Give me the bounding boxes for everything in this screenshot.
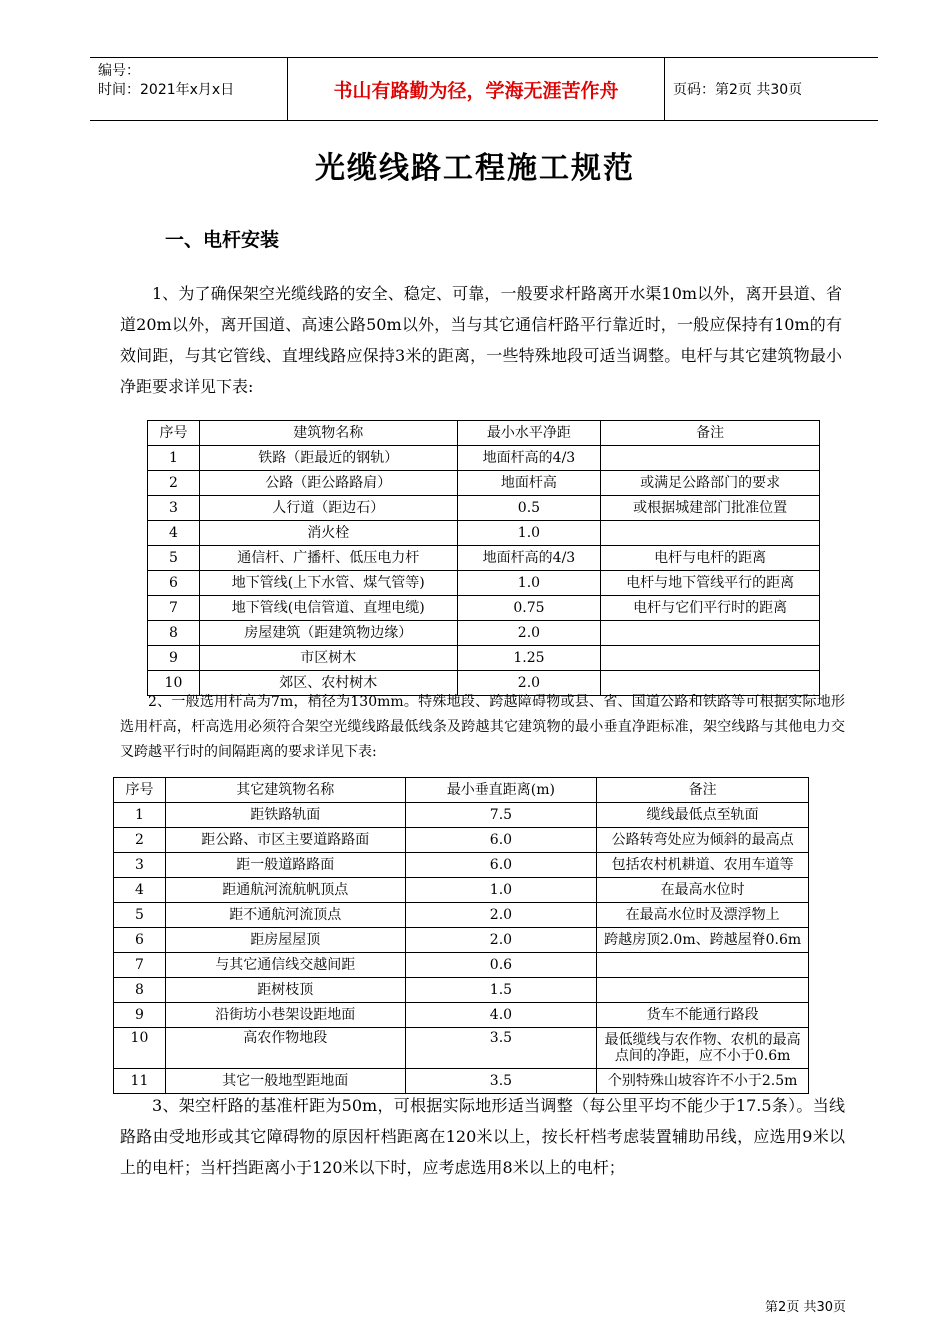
table-cell: 6	[148, 571, 200, 596]
table-cell: 2.0	[405, 928, 597, 953]
paragraph-1: 1、为了确保架空光缆线路的安全、稳定、可靠，一般要求杆路离开水渠10m以外，离开县道、省道20m以外，离开国道、高速公路50m以外，当与其它通信杆路平行靠近时，一般应保持有10m的有效间距，与其它管线、直埋线路应保持3米的距离，一些特殊地段可适当调整。电杆与其它建筑物最小净距要求详见下表:	[120, 284, 842, 396]
table-cell: 11	[114, 1069, 166, 1094]
table-cell: 房屋建筑（距建筑物边缘）	[199, 621, 457, 646]
table-cell: 3	[114, 853, 166, 878]
document-title: 光缆线路工程施工规范	[315, 151, 635, 186]
table-cell: 1.0	[457, 571, 601, 596]
table-cell: 7.5	[405, 803, 597, 828]
table-row	[114, 828, 809, 853]
table-cell: 与其它通信线交越间距	[165, 953, 405, 978]
table-cell: 5	[114, 903, 166, 928]
table-row	[114, 978, 809, 1003]
column-header: 最小水平净距	[457, 421, 601, 446]
table-cell: 距通航河流航帆顶点	[165, 878, 405, 903]
paragraph-2: 2、一般选用杆高为7m，梢径为130mm。特殊地段、跨越障碍物或县、省、国道公路和铁路等可根据实际地形选用杆高，杆高选用必须符合架空光缆线路最低线条及跨越其它建筑物的最小垂直净距标准，架空线路与其他电力交叉跨越平行时的间隔距离的要求详见下表:	[120, 694, 845, 760]
column-header: 序号	[148, 421, 200, 446]
table-cell: 距不通航河流顶点	[165, 903, 405, 928]
table-cell: 4.0	[405, 1003, 597, 1028]
table-row	[114, 803, 809, 828]
table-cell: 距铁路轨面	[165, 803, 405, 828]
table-cell: 4	[114, 878, 166, 903]
table-cell: 10	[114, 1028, 166, 1069]
table-cell: 7	[114, 953, 166, 978]
table-row	[114, 953, 809, 978]
table-cell: 或根据城建部门批准位置	[601, 496, 820, 521]
table-cell: 0.6	[405, 953, 597, 978]
table-cell: 1.0	[405, 878, 597, 903]
table-cell: 沿街坊小巷架设距地面	[165, 1003, 405, 1028]
table-cell: 3	[148, 496, 200, 521]
table-row	[114, 928, 809, 953]
table-cell: 在最高水位时	[597, 878, 809, 903]
table-cell: 公路（距公路路肩）	[199, 471, 457, 496]
table-cell: 距公路、市区主要道路路面	[165, 828, 405, 853]
table-row	[148, 546, 820, 571]
table-cell: 人行道（距边石）	[199, 496, 457, 521]
table-cell: 地面杆高的4/3	[457, 546, 601, 571]
table-cell: 距房屋屋顶	[165, 928, 405, 953]
table-cell: 7	[148, 596, 200, 621]
table-row	[114, 903, 809, 928]
table-cell: 个别特殊山坡容许不小于2.5m	[597, 1069, 809, 1094]
table-cell: 距树枝顶	[165, 978, 405, 1003]
table-cell: 或满足公路部门的要求	[601, 471, 820, 496]
table-cell: 地面杆高	[457, 471, 601, 496]
clearance-table-vertical	[113, 777, 809, 1094]
page-footer: 第2页 共30页	[765, 1300, 846, 1315]
table-cell: 2	[148, 471, 200, 496]
column-header: 其它建筑物名称	[165, 778, 405, 803]
column-header: 序号	[114, 778, 166, 803]
table-cell: 电杆与地下管线平行的距离	[601, 571, 820, 596]
column-header: 建筑物名称	[199, 421, 457, 446]
table-cell: 10	[148, 671, 200, 696]
clearance-table-horizontal	[147, 420, 820, 696]
table-cell: 6	[114, 928, 166, 953]
table-cell: 郊区、农村树木	[199, 671, 457, 696]
table-row	[148, 471, 820, 496]
table-cell: 地下管线(电信管道、直埋电缆)	[199, 596, 457, 621]
table-cell: 1.0	[457, 521, 601, 546]
table-cell: 2.0	[405, 903, 597, 928]
table-cell: 2.0	[457, 621, 601, 646]
table-row	[148, 496, 820, 521]
table-row	[148, 571, 820, 596]
table-cell	[601, 621, 820, 646]
table-cell: 跨越房顶2.0m、跨越屋脊0.6m	[597, 928, 809, 953]
table-cell: 包括农村机耕道、农用车道等	[597, 853, 809, 878]
table-cell	[597, 978, 809, 1003]
table-row	[148, 596, 820, 621]
table-cell: 8	[114, 978, 166, 1003]
table-row	[114, 1003, 809, 1028]
table-cell	[601, 446, 820, 471]
table-cell: 0.5	[457, 496, 601, 521]
header-motto: 书山有路勤为径，学海无涯苦作舟	[287, 58, 665, 120]
table-cell: 在最高水位时及漂浮物上	[597, 903, 809, 928]
table-cell: 电杆与它们平行时的距离	[601, 596, 820, 621]
table-cell: 1	[114, 803, 166, 828]
section-heading: 一、电杆安装	[165, 229, 280, 251]
table-cell	[601, 646, 820, 671]
table-cell: 市区树木	[199, 646, 457, 671]
table-cell: 距一般道路路面	[165, 853, 405, 878]
table-cell: 消火栓	[199, 521, 457, 546]
table-row	[148, 621, 820, 646]
column-header: 最小垂直距离(m)	[405, 778, 597, 803]
table-cell: 3.5	[405, 1069, 597, 1094]
table-row	[148, 646, 820, 671]
table-cell: 1	[148, 446, 200, 471]
header-meta	[98, 62, 234, 100]
table-cell: 4	[148, 521, 200, 546]
table-cell: 地下管线(上下水管、煤气管等)	[199, 571, 457, 596]
table-row	[148, 446, 820, 471]
table-cell: 高农作物地段	[165, 1028, 405, 1069]
table-cell: 1.25	[457, 646, 601, 671]
table-cell: 8	[148, 621, 200, 646]
table-cell: 最低缆线与农作物、农机的最高点间的净距，应不小于0.6m	[597, 1028, 809, 1069]
table-cell: 通信杆、广播杆、低压电力杆	[199, 546, 457, 571]
table-cell: 公路转弯处应为倾斜的最高点	[597, 828, 809, 853]
header-page-label: 页码：第2页 共30页	[673, 82, 803, 98]
table-cell: 6.0	[405, 853, 597, 878]
table-row	[114, 853, 809, 878]
table-cell	[597, 953, 809, 978]
table-row	[148, 521, 820, 546]
table-cell: 地面杆高的4/3	[457, 446, 601, 471]
table-cell: 6.0	[405, 828, 597, 853]
table-cell: 3.5	[405, 1028, 597, 1069]
table-cell	[601, 521, 820, 546]
table-row	[114, 878, 809, 903]
table-cell: 电杆与电杆的距离	[601, 546, 820, 571]
column-header: 备注	[597, 778, 809, 803]
table-cell: 0.75	[457, 596, 601, 621]
table-cell: 货车不能通行路段	[597, 1003, 809, 1028]
paragraph-3: 3、架空杆路的基准杆距为50m，可根据实际地形适当调整（每公里平均不能少于17.5条）。当线路路由受地形或其它障碍物的原因杆档距离在120米以上，按长杆档考虑装置辅助吊线，应选用9米以上的电杆；当杆挡距离小于120米以下时，应考虑选用8米以上的电杆；	[120, 1096, 845, 1177]
number-label: 编号：	[98, 63, 140, 79]
table-cell: 其它一般地型距地面	[165, 1069, 405, 1094]
table-cell: 2	[114, 828, 166, 853]
table-cell: 5	[148, 546, 200, 571]
table-header-row	[114, 778, 809, 803]
table-cell: 9	[114, 1003, 166, 1028]
table-cell: 2.0	[457, 671, 601, 696]
table-cell: 缆线最低点至轨面	[597, 803, 809, 828]
table-header-row	[148, 421, 820, 446]
table-cell: 铁路（距最近的钢轨）	[199, 446, 457, 471]
page-header	[90, 57, 878, 121]
table-row	[114, 1028, 809, 1069]
table-cell: 1.5	[405, 978, 597, 1003]
table-cell: 9	[148, 646, 200, 671]
column-header: 备注	[601, 421, 820, 446]
time-label: 时间：2021年x月x日	[98, 82, 235, 98]
